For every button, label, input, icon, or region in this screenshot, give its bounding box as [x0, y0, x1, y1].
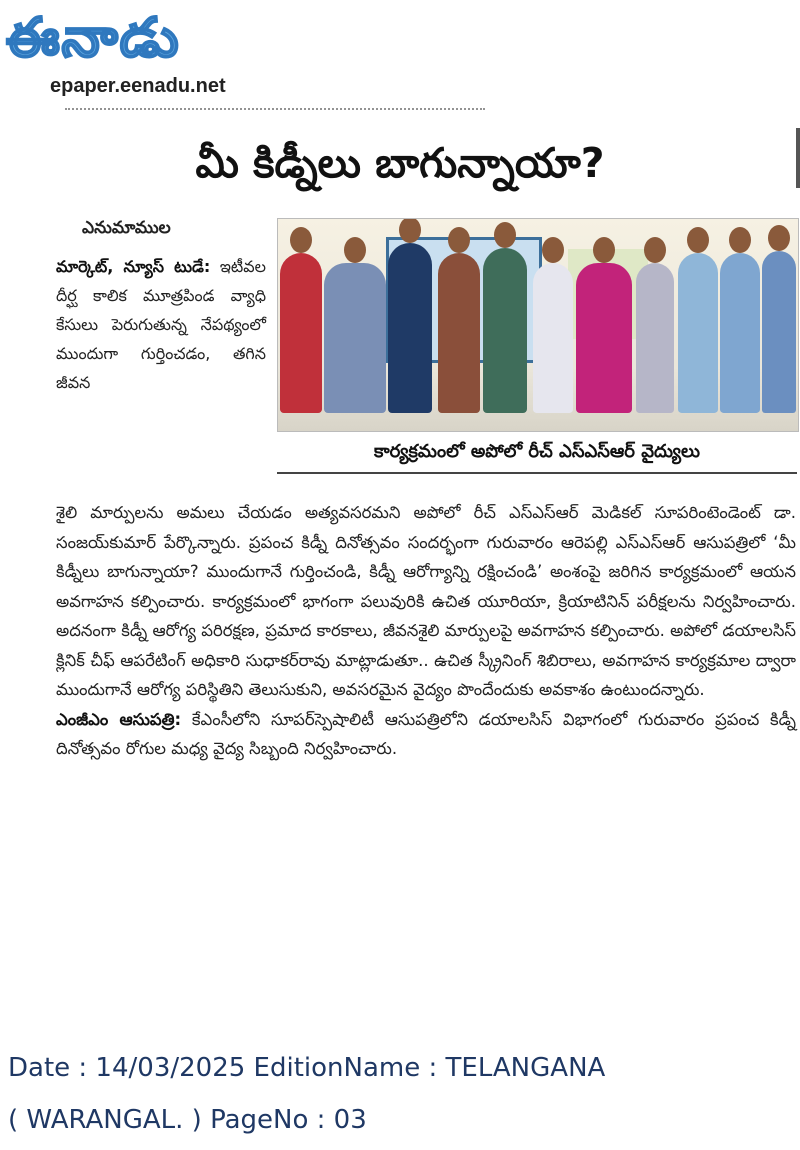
photo-person [720, 253, 760, 413]
article-headline: మీ కిడ్నీలు బాగున్నాయా? [195, 139, 605, 187]
photo-person [762, 251, 796, 413]
edition-date-line: Date : 14/03/2025 EditionName : TELANGANA [8, 1053, 606, 1083]
left-column-text: ఇటీవల దీర్ఘ కాలిక మూత్రపిండ వ్యాధి కేసులు పెరుగుతున్న నేపథ్యంలో ముందుగా గుర్తించడం, తగిన జీవన [56, 257, 266, 392]
photo-person [280, 253, 322, 413]
dateline: మార్కెట్, న్యూస్ టుడే: [56, 257, 211, 276]
news-photo [277, 218, 799, 432]
subsection-text: కేఎంసీలోని సూపర్‌స్పెషాలిటీ ఆసుపత్రిలోని డయాలసిస్ విభాగంలో గురువారం ప్రపంచ కిడ్నీ దినోత్సవం రోగుల మధ్య వైద్య సిబ్బంది నిర్వహించారు. [56, 709, 797, 758]
photo-person [533, 263, 573, 413]
photo-person [324, 263, 386, 413]
photo-person [678, 253, 718, 413]
article-body [56, 498, 796, 764]
photo-person [438, 253, 480, 413]
subsection-label: ఎంజీఎం ఆసుపత్రి: [56, 709, 182, 729]
article-paragraph: శైలి మార్పులను అమలు చేయడం అత్యవసరమని అపోలో రీచ్ ఎస్ఎస్ఆర్ మెడికల్ సూపరింటెండెంట్ డా. సంజయ్‌కుమార్ పేర్కొన్నారు. ప్రపంచ కిడ్నీ దినోత్సవం సందర్భంగా గురువారం ఆరెపల్లి ఎస్ఎస్ఆర్ ఆసుపత్రిలో ‘మీ కిడ్నీలు బాగున్నాయా? ముందుగానే గుర్తించండి, కిడ్నీ ఆరోగ్యాన్ని రక్షించండి’ అంశంపై జరిగిన కార్యక్రమంలో ఆయన అవగాహన కల్పించారు. కార్యక్రమంలో భాగంగా పలువురికి ఉచిత యూరియా, క్రియాటినిన్ పరీక్షలను నిర్వహించారు. అదనంగా కిడ్నీ ఆరోగ్య పరిరక్షణ, ప్రమాద కారకాలు, జీవనశైలి మార్పులపై అవగాహన కల్పించారు. అపోలో డయాలసిస్ క్లినిక్ చీఫ్ ఆపరేటింగ్ అధికారి సుధాకర్‌రావు మాట్లాడుతూ.. ఉచిత స్క్రీనింగ్ శిబిరాలు, అవగాహన కార్యక్రమాల ద్వారా ముందుగానే ఆరోగ్య పరిస్థితిని తెలుసుకుని, అవసరమైన వైద్యం పొందేందుకు అవకాశం ఉంటుందన్నారు. [56, 503, 796, 699]
article-paragraph-2 [56, 705, 796, 764]
edition-meta [8, 1042, 788, 1146]
edition-page-line: ( WARANGAL. ) PageNo : 03 [8, 1105, 367, 1135]
left-column [56, 252, 266, 397]
epaper-url[interactable]: epaper.eenadu.net [50, 75, 226, 97]
photo-person [388, 243, 432, 413]
photo-person [636, 263, 674, 413]
article-subhead: ఎనుమాముల [82, 218, 171, 238]
photo-caption-bar [277, 432, 797, 474]
eenadu-logo: ఈనాడు [6, 6, 181, 69]
kicker-line [65, 108, 485, 122]
photo-person [483, 248, 527, 413]
page-edge-mark [796, 128, 800, 188]
photo-caption: కార్యక్రమంలో అపోలో రీచ్ ఎస్ఎస్ఆర్ వైద్యులు [374, 441, 700, 462]
photo-person [576, 263, 632, 413]
